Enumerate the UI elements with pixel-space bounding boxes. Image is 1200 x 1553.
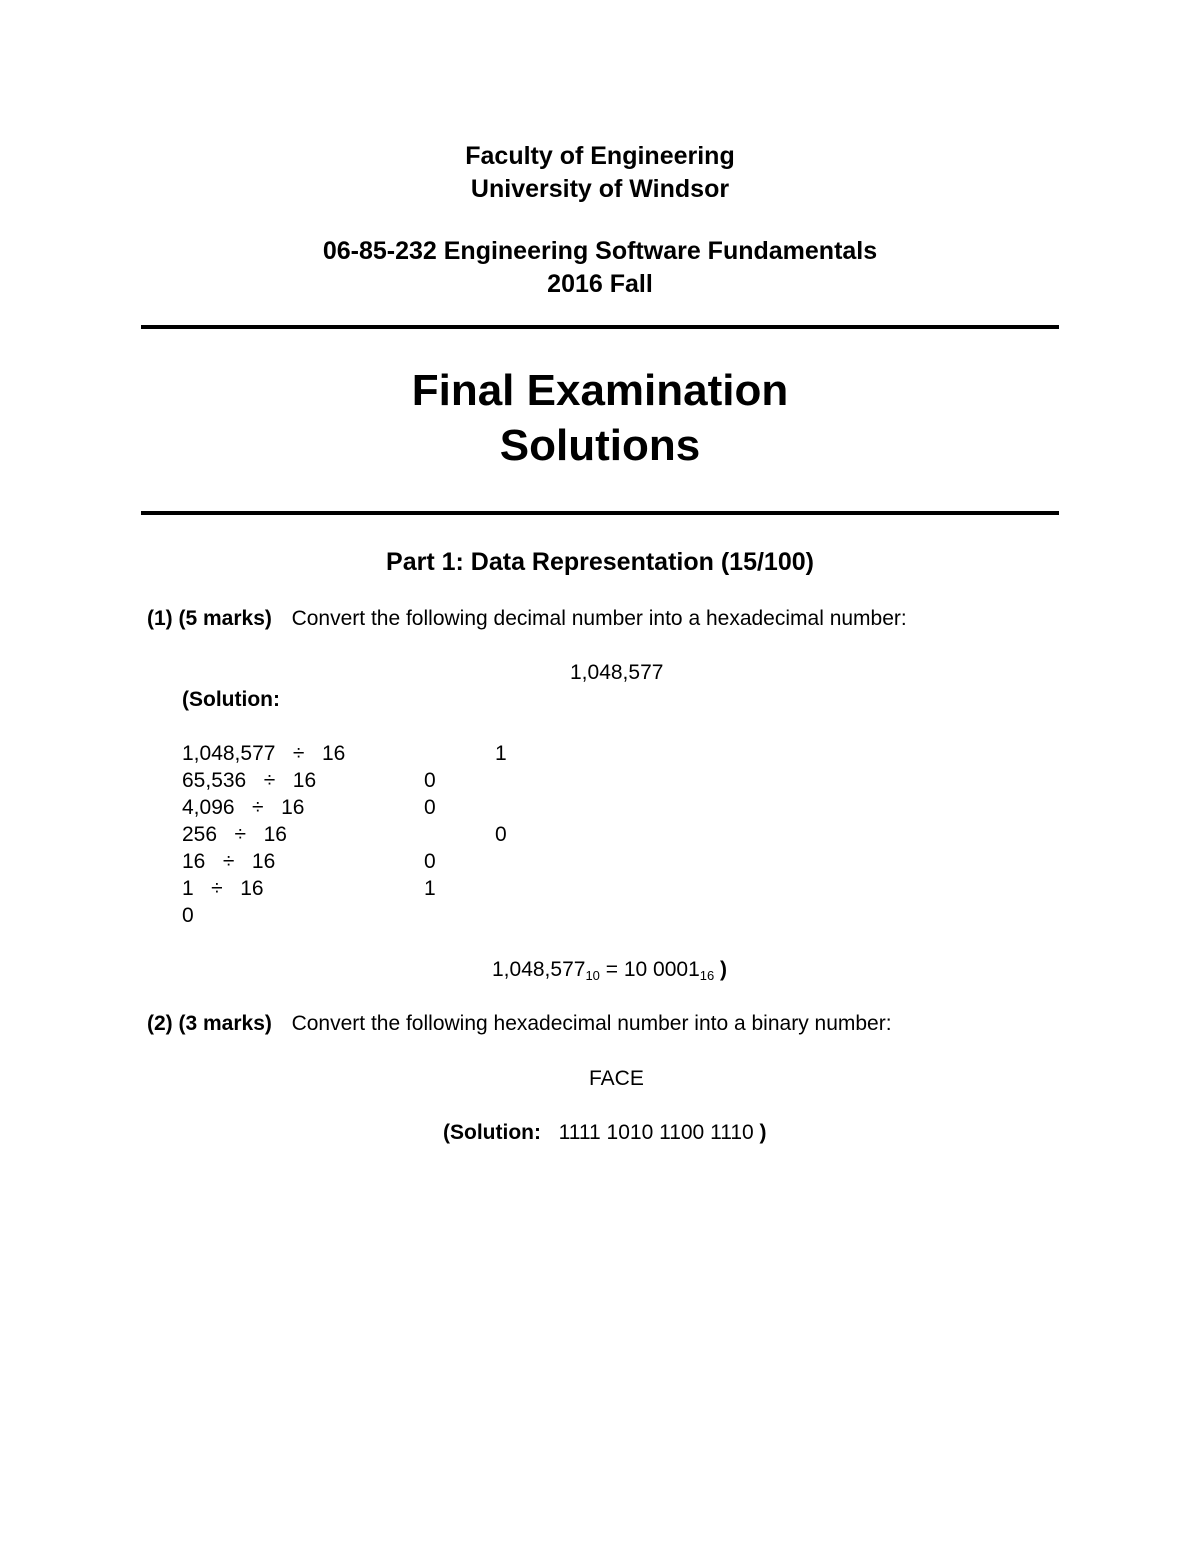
step-remainder: 1 xyxy=(495,742,507,765)
question-1-number: 1,048,577 xyxy=(570,661,664,684)
course-title: 06-85-232 Engineering Software Fundamentals xyxy=(322,237,878,265)
question-1-prompt: Convert the following decimal number into a hexadecimal number: xyxy=(291,607,907,630)
part-heading: Part 1: Data Representation (15/100) xyxy=(386,548,814,576)
solution-2 xyxy=(443,1121,767,1145)
step-expression: 1 ÷ 16 xyxy=(182,877,264,900)
question-2 xyxy=(147,1012,892,1036)
step-expression: 1,048,577 ÷ 16 xyxy=(182,742,346,765)
step-expression: 65,536 ÷ 16 xyxy=(182,769,317,792)
faculty-name: Faculty of Engineering xyxy=(465,142,735,170)
solution-1-label: (Solution: xyxy=(182,688,280,711)
solution-2-label: (Solution: xyxy=(443,1121,541,1144)
result-rhs: = 10 0001 xyxy=(599,958,700,981)
top-divider xyxy=(141,325,1059,329)
question-2-label: (2) (3 marks) xyxy=(147,1012,272,1035)
result-close: ) xyxy=(714,958,728,981)
result-lhs-base: 10 xyxy=(585,968,600,983)
step-remainder: 1 xyxy=(424,877,436,900)
step-row xyxy=(182,823,287,847)
bottom-divider xyxy=(141,511,1059,515)
university-name: University of Windsor xyxy=(470,175,730,203)
step-row xyxy=(182,769,316,793)
step-remainder: 0 xyxy=(495,823,507,846)
result-rhs-base: 16 xyxy=(699,968,715,983)
step-row xyxy=(182,850,275,874)
step-remainder: 0 xyxy=(424,850,436,873)
step-expression: 16 ÷ 16 xyxy=(182,850,276,873)
exam-subtitle: Solutions xyxy=(499,421,701,470)
step-expression: 4,096 ÷ 16 xyxy=(182,796,305,819)
step-row xyxy=(182,796,304,820)
solution-2-close: ) xyxy=(759,1121,767,1144)
conversion-result xyxy=(492,958,727,983)
step-expression: 256 ÷ 16 xyxy=(182,823,287,846)
step-row xyxy=(182,877,264,901)
step-remainder: 0 xyxy=(424,796,436,819)
question-2-number: FACE xyxy=(589,1067,644,1090)
term: 2016 Fall xyxy=(547,270,653,298)
question-1-label: (1) (5 marks) xyxy=(147,607,272,630)
step-remainder: 0 xyxy=(424,769,436,792)
solution-2-value: 1111 1010 1100 1110 xyxy=(558,1121,754,1144)
question-1 xyxy=(147,607,907,631)
result-lhs: 1,048,577 xyxy=(492,958,586,981)
step-row xyxy=(182,742,345,766)
step-row xyxy=(182,904,194,928)
step-expression: 0 xyxy=(182,904,194,927)
exam-title: Final Examination xyxy=(411,366,789,415)
question-2-prompt: Convert the following hexadecimal number into a binary number: xyxy=(291,1012,892,1035)
